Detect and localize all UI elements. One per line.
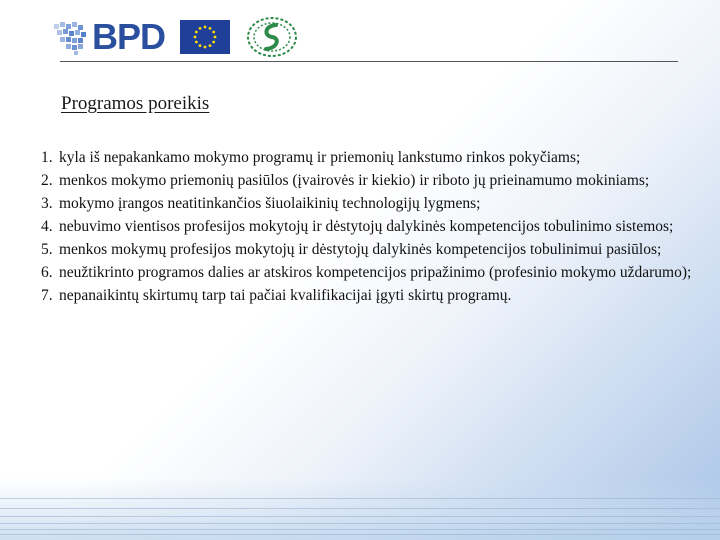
list-item	[41, 169, 701, 192]
eu-star-icon	[199, 44, 202, 47]
list-item-text: menkos mokymų profesijos mokytojų ir dėstytojų dalykinės kompetencijos tobulinimui pasiūlos;	[59, 241, 662, 258]
eu-star-icon	[199, 27, 202, 30]
eu-star-icon	[195, 31, 198, 34]
eu-star-icon	[195, 41, 198, 44]
eu-star-icon	[209, 27, 212, 30]
list-item-number: 3.	[41, 195, 53, 212]
list-item	[41, 261, 701, 284]
list-item-text: nepanaikintų skirtumų tarp tai pačiai kvalifikacijai įgyti skirtų programų.	[59, 287, 512, 304]
header-divider	[60, 61, 678, 62]
list-item	[41, 284, 701, 307]
bpd-mosaic-icon	[52, 20, 96, 56]
list-item	[41, 215, 701, 238]
eu-star-icon	[209, 44, 212, 47]
list-item	[41, 192, 701, 215]
list-item-text: menkos mokymo priemonių pasiūlos (įvairovės ir kiekio) ir riboto jų prieinamumo mokiniams;	[59, 172, 650, 189]
header	[0, 0, 720, 70]
list-item-number: 2.	[41, 172, 53, 189]
page-title: Programos poreikis	[61, 93, 210, 114]
eu-star-icon	[212, 41, 215, 44]
list-item-number: 4.	[41, 218, 53, 235]
eu-star-icon	[212, 31, 215, 34]
list-item-text: mokymo įrangos neatitinkančios šiuolaikinių technologijų lygmens;	[59, 195, 481, 212]
decorative-footer-band	[0, 478, 720, 540]
list-item-text: kyla iš nepakankamo mokymo programų ir priemonių lankstumo rinkos pokyčiams;	[59, 149, 581, 166]
bpd-logo-text: BPD	[92, 16, 166, 57]
list-item	[41, 146, 701, 169]
list-item-number: 1.	[41, 149, 53, 166]
eu-star-icon	[204, 26, 207, 29]
list-item	[41, 238, 701, 261]
esf-logo-icon	[246, 16, 298, 58]
eu-flag-icon	[180, 20, 230, 54]
list-item-number: 7.	[41, 287, 53, 304]
eu-star-icon	[204, 46, 207, 49]
list-item-text: nebuvimo vientisos profesijos mokytojų ir dėstytojų dalykinės kompetencijos tobulinimo sistemos;	[59, 218, 674, 235]
list-item-number: 6.	[41, 264, 53, 281]
list-item-number: 5.	[41, 241, 53, 258]
needs-list	[41, 146, 701, 307]
eu-star-icon	[194, 36, 197, 39]
list-item-text: neužtikrinto programos dalies ar atskiros kompetencijos pripažinimo (profesinio mokymo uždarumo);	[59, 264, 692, 281]
eu-star-icon	[214, 36, 217, 39]
bpd-logo	[52, 16, 164, 58]
